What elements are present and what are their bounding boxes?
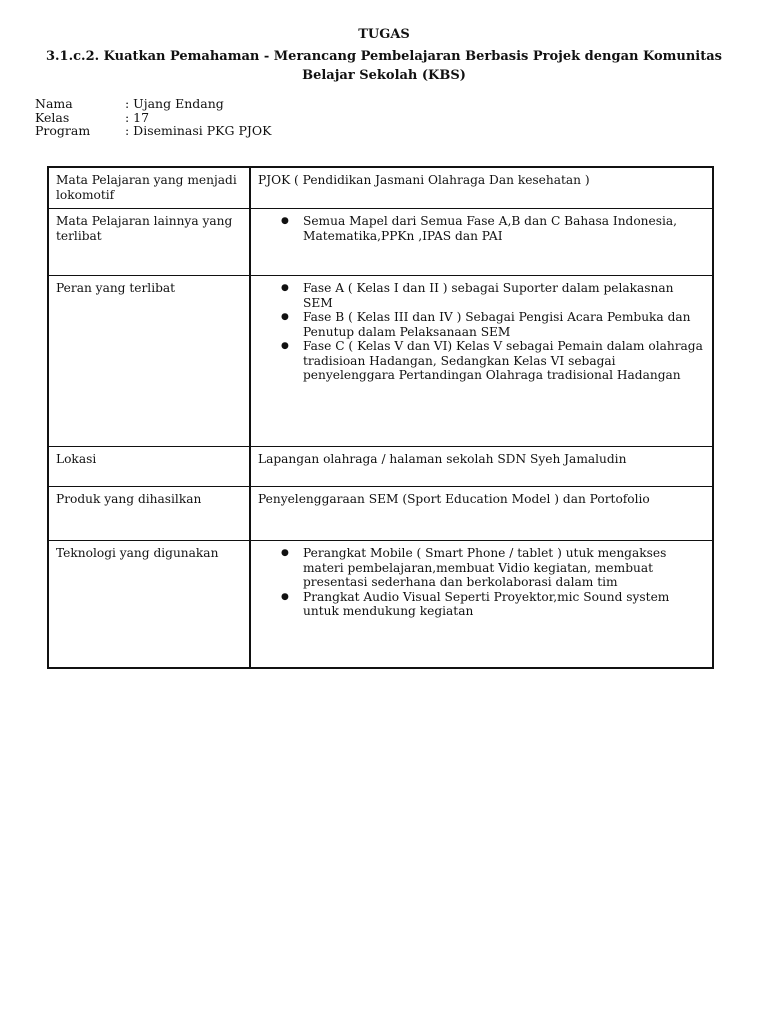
table-row: [48, 541, 713, 669]
row-label: Lokasi: [48, 447, 250, 487]
table-row: [48, 276, 713, 447]
meta-label: Nama: [35, 96, 73, 111]
identity-block: [35, 97, 271, 138]
list-item: ● Prangkat Audio Visual Seperti Proyektor,mic Sound system untuk mendukung kegiatan: [303, 590, 705, 619]
row-value: PJOK ( Pendidikan Jasmani Olahraga Dan kesehatan ): [250, 167, 713, 209]
list-item: ● Semua Mapel dari Semua Fase A,B dan C Bahasa Indonesia, Matematika,PPKn ,IPAS dan PAI: [303, 214, 705, 243]
list-item: ● Fase A ( Kelas I dan II ) sebagai Suporter dalam pelakasnan SEM: [303, 281, 705, 310]
row-value: [250, 276, 713, 447]
row-label: Produk yang dihasilkan: [48, 487, 250, 541]
meta-row-kelas: [35, 111, 271, 125]
row-value: Lapangan olahraga / halaman sekolah SDN Syeh Jamaludin: [250, 447, 713, 487]
table-row: [48, 167, 713, 209]
bullet-list: [258, 281, 705, 383]
meta-row-program: [35, 124, 271, 138]
list-item: ● Fase C ( Kelas V dan VI) Kelas V sebagai Pemain dalam olahraga tradisioan Hadangan, Sedangkan Kelas VI sebagai penyelenggara Pertandingan Olahraga tradisional Hadangan: [303, 339, 705, 383]
row-label: Teknologi yang digunakan: [48, 541, 250, 669]
document-subtitle: 3.1.c.2. Kuatkan Pemahaman - Merancang Pembelajaran Berbasis Projek dengan Komunitas Belajar Sekolah (KBS): [45, 49, 722, 83]
list-item: ● Perangkat Mobile ( Smart Phone / tablet ) utuk mengakses materi pembelajaran,membuat Vidio kegiatan, membuat presentasi sederhana dan berkolaborasi dalam tim: [303, 546, 705, 590]
row-value: Penyelenggaraan SEM (Sport Education Model ) dan Portofolio: [250, 487, 713, 541]
table-row: [48, 209, 713, 276]
row-label: Peran yang terlibat: [48, 276, 250, 447]
meta-label: Kelas: [35, 109, 70, 125]
table-row: [48, 487, 713, 541]
meta-row-nama: [35, 97, 271, 111]
bullet-list: [258, 546, 705, 619]
document-title: TUGAS: [358, 27, 410, 42]
project-table: [47, 166, 714, 669]
row-label: Mata Pelajaran lainnya yang terlibat: [48, 209, 250, 276]
meta-label: Program: [35, 123, 91, 138]
table-row: [48, 447, 713, 487]
row-value: [250, 541, 713, 669]
row-value: [250, 209, 713, 276]
list-item: ● Fase B ( Kelas III dan IV ) Sebagai Pengisi Acara Pembuka dan Penutup dalam Pelaksanaan SEM: [303, 310, 705, 339]
row-label: Mata Pelajaran yang menjadi lokomotif: [48, 167, 250, 209]
meta-value: : 17: [125, 109, 150, 125]
bullet-list: [258, 214, 705, 243]
meta-value: : Diseminasi PKG PJOK: [125, 123, 272, 138]
meta-value: : Ujang Endang: [125, 96, 224, 111]
